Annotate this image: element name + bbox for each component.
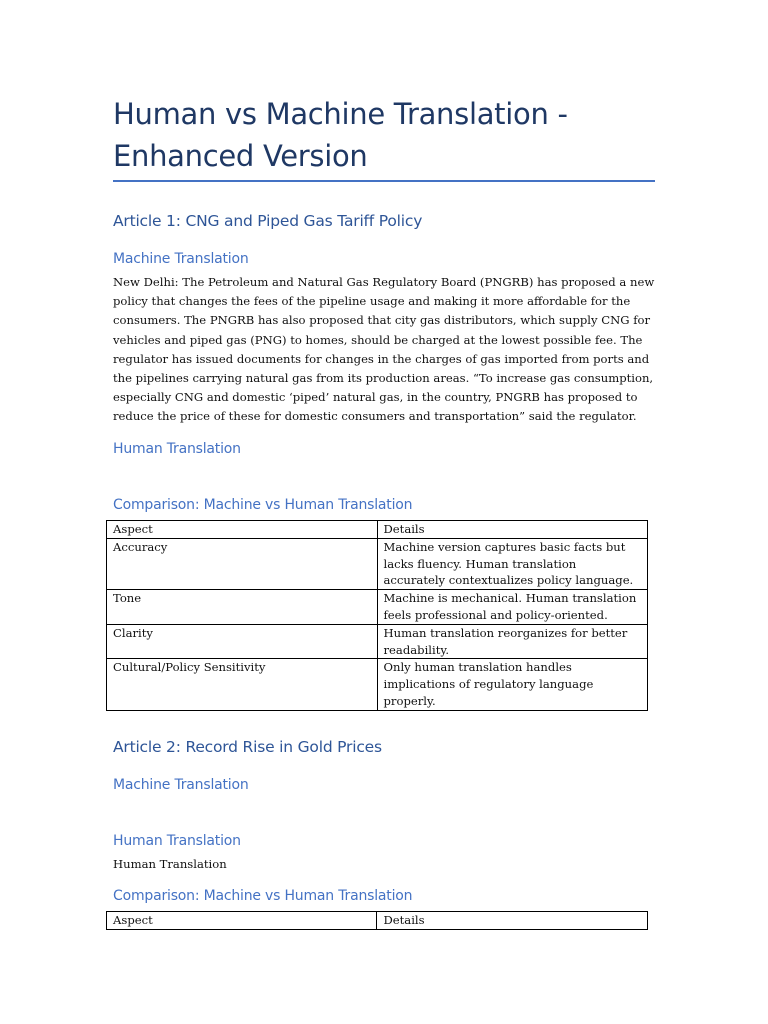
table-cell-details: Machine is mechanical. Human translation feels professional and policy-oriented. xyxy=(377,590,648,625)
table-header-cell: Aspect xyxy=(107,912,377,930)
title-underline xyxy=(113,180,655,182)
table-row xyxy=(107,590,648,625)
article1-machine-text: New Delhi: The Petroleum and Natural Gas Regulatory Board (PNGRB) has proposed a new policy that changes the fees of the pipeline usage and making it more affordable for the consumers. The PNGRB has also proposed that city gas distributors, which supply CNG for vehicles and piped gas (PNG) to homes, should be charged at the lowest possible fee. The regulator has issued documents for changes in the charges of gas imported from ports and the pipelines carrying natural gas from its production areas. “To increase gas consumption, especially CNG and domestic ‘piped’ natural gas, in the country, PNGRB has proposed to reduce the price of these for domestic consumers and transportation” said the regulator. xyxy=(113,275,655,424)
article1-comparison-heading: Comparison: Machine vs Human Translation xyxy=(113,497,413,513)
table-row xyxy=(107,659,648,710)
table-cell-details: Human translation reorganizes for better readability. xyxy=(377,624,648,659)
article2-comparison-table xyxy=(106,911,648,930)
table-header-cell: Aspect xyxy=(107,521,378,539)
article1-comparison-table xyxy=(106,520,648,711)
table-header-row xyxy=(107,912,648,930)
table-row xyxy=(107,538,648,589)
table-header-cell: Details xyxy=(377,521,648,539)
table-row xyxy=(107,624,648,659)
table-header-cell: Details xyxy=(377,912,648,930)
table-cell-aspect: Clarity xyxy=(107,624,378,659)
article1-heading: Article 1: CNG and Piped Gas Tariff Policy xyxy=(113,212,423,230)
article1-machine-heading: Machine Translation xyxy=(113,251,249,267)
article2-human-text: Human Translation xyxy=(113,857,227,871)
article2-machine-heading: Machine Translation xyxy=(113,777,249,793)
table-cell-aspect: Tone xyxy=(107,590,378,625)
table-cell-details: Only human translation handles implications of regulatory language properly. xyxy=(377,659,648,710)
table-cell-details: Machine version captures basic facts but lacks fluency. Human translation accurately contextualizes policy language. xyxy=(377,538,648,589)
document-title: Human vs Machine Translation - Enhanced Version xyxy=(113,97,568,173)
table-cell-aspect: Cultural/Policy Sensitivity xyxy=(107,659,378,710)
article2-comparison-heading: Comparison: Machine vs Human Translation xyxy=(113,888,413,904)
table-cell-aspect: Accuracy xyxy=(107,538,378,589)
table-header-row xyxy=(107,521,648,539)
article2-heading: Article 2: Record Rise in Gold Prices xyxy=(113,738,382,756)
article1-human-heading: Human Translation xyxy=(113,441,241,457)
article2-human-heading: Human Translation xyxy=(113,833,241,849)
